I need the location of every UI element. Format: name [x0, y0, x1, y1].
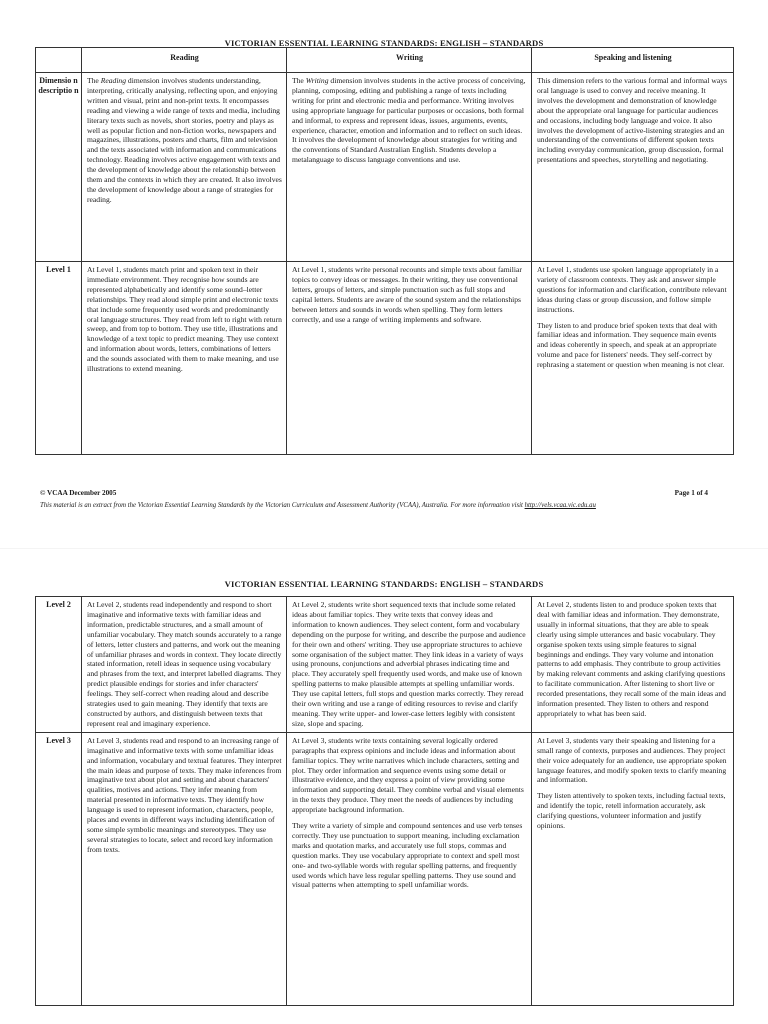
- footer-link[interactable]: http://vels.vcaa.vic.edu.au: [524, 502, 596, 509]
- footer-note: [40, 502, 730, 509]
- level3-writing-p1: At Level 3, students write texts containing several logically ordered paragraphs that express opinions and include ideas and information about familiar topics. They write narratives which include characters, setting and plot. They order information and sequence events using some detail or illustrative evidence, and they express a point of view providing some information and supporting detail. They combine verbal and visual elements in the texts they produce. They meet the needs of audiences by including appropriate background information.: [292, 735, 524, 815]
- header-speaking: Speaking and listening: [532, 48, 734, 73]
- level1-speaking-cell: [532, 262, 734, 455]
- table-row-dimension: [36, 73, 734, 262]
- dimension-writing-text: dimension involves students in the active process of conceiving, planning, composing, editing and publishing a range of texts including writing for print and electronic media and performance. Writing involves using appropriate language for particular purposes or occasions, both formal and informal, to express and represent ideas, issues, arguments, events, experience, character, emotion and information and to reflect on such ideas. It involves the development of knowledge about strategies for writing and the conventions of Standard Australian English. Students develop a metalanguage to discuss language conventions and use.: [292, 76, 526, 165]
- table-header-row: [36, 48, 734, 73]
- footer-copyright: © VCAA December 2005: [40, 489, 117, 497]
- dimension-reading-cell: [82, 73, 287, 262]
- level3-writing-p2: They write a variety of simple and compound sentences and use verb tenses correctly. They use punctuation to support meaning, including exclamation marks and quotation marks, and accurately use full stops, commas and question marks. They use vocabulary appropriate to context and spell most one- and two-syllable words with regular spelling patterns, and frequently used words which have less regular spelling patterns. They use sound and visual patterns when attempting to spell unfamiliar words.: [292, 821, 523, 890]
- footer-note-text: This material is an extract from the Victorian Essential Learning Standards by the Victorian Curriculum and Assessment Authority (VCAA), Australia. For more information visit: [40, 502, 525, 509]
- standards-table-top: [35, 47, 734, 455]
- dimension-writing-pre: The: [292, 76, 306, 85]
- level3-speaking-cell: [532, 732, 734, 1005]
- dimension-reading-text: dimension involves students understanding, interpreting, critically analysing, reflecting upon, and enjoying written and visual, print and non-print texts. It encompasses reading and viewing a wide range of texts and media, including literary texts such as novels, short stories, poetry and plays as well as popular fiction and non-fiction works, newspapers and magazines, illustrations, posters and charts, film and television and the texts associated with information and communications technology. Reading involves active engagement with texts and the development of knowledge about the relationship between them and the contexts in which they are created. It also involves the development of knowledge about a range of strategies for reading.: [87, 76, 282, 204]
- footer-page-number: Page 1 of 4: [674, 489, 708, 497]
- level2-writing-cell: At Level 2, students write short sequenced texts that include some related ideas about familiar topics. They write texts that convey ideas and information to known audiences. They select content, form and vocabulary depending on the purpose for writing, and describe the purpose and audience for their own and others' writing. They use appropriate structures to achieve some organisation of the subject matter. They link ideas in a variety of ways using pronouns, conjunctions and adverbial phrases indicating time and place. They accurately spell frequently used words, and make use of known spelling patterns to make plausible attempts at spelling unfamiliar words. They use capital letters, full stops and question marks correctly. They reread their own writing and use a range of editing resources to revise and clarify meaning. They write upper- and lower-case letters legibly with consistent size, slope and spacing.: [287, 597, 532, 733]
- level3-reading-cell: At Level 3, students read and respond to an increasing range of imaginative and informative texts with some unfamiliar ideas and information, vocabulary and textual features. They interpret the main ideas and purpose of texts. They make inferences from imaginative text about plot and setting and about characters' qualities, motives and actions. They infer meaning from material presented in informative texts. They identify how language is used to represent information, characters, people, places and events in different ways including identification of some simple symbolic meanings and stereotypes. They use several strategies to locate, select and record key information from texts.: [82, 732, 287, 1005]
- header-blank: [36, 48, 82, 73]
- level1-reading-cell: At Level 1, students match print and spoken text in their immediate environment. They recognise how sounds are represented alphabetically and identify some sound–letter relationships. They read aloud simple print and electronic texts that include some frequently used words and predominantly oral language structures. They read from left to right with return sweep, and from top to bottom. They use title, illustrations and knowledge of a text topic to predict meaning. They use context and information about words, letters, combinations of letters and the sounds associated with them to make meaning, and use illustrations to extend meaning.: [82, 262, 287, 455]
- level3-writing-cell: [287, 732, 532, 1005]
- table-row-level-1: [36, 262, 734, 455]
- header-writing: Writing: [287, 48, 532, 73]
- level1-writing-cell: At Level 1, students write personal recounts and simple texts about familiar topics to convey ideas or messages. In their writing, they use conventional letters, groups of letters, and simple punctuation such as full stops and capital letters. Students are aware of the sound system and the relationships between letters and sounds in words when spelling. They form letters correctly, and use a range of writing implements and software.: [287, 262, 532, 455]
- page-break: [0, 548, 768, 549]
- header-reading: Reading: [82, 48, 287, 73]
- level1-speaking-p2: They listen to and produce brief spoken texts that deal with familiar ideas and information. They sequence main events and ideas coherently in speech, and speak at an appropriate volume and pace for listeners' needs. They self-correct by rephrasing a statement or question when meaning is not clear.: [537, 320, 725, 370]
- dimension-speaking-cell: This dimension refers to the various formal and informal ways oral language is used to convey and receive meaning. It involves the development and demonstration of knowledge about the appropriate oral language for particular audiences and occasions, including body language and voice. It also involves the development of active-listening strategies and an understanding of the conventions of different spoken texts including everyday communication, group discussion, formal presentations and speeches, storytelling and negotiating.: [532, 73, 734, 262]
- dimension-writing-cell: [287, 73, 532, 262]
- level2-reading-cell: At Level 2, students read independently and respond to short imaginative and informative texts with familiar ideas and information, predictable structures, and a small amount of unfamiliar vocabulary. They match sounds accurately to a range of letters, letter clusters and patterns, and work out the meaning of unfamiliar phrases and words in context. They locate directly stated information, retell ideas in sequence using vocabulary and phrases from the text, and interpret labelled diagrams. They predict plausible endings for stories and infer characters' feelings. They self-correct when reading aloud and describe strategies used to gain meaning. They identify that texts are constructed by authors, and distinguish between texts that represent real and imaginary experience.: [82, 597, 287, 733]
- table-row-level-2: [36, 597, 734, 733]
- table-row-level-3: [36, 732, 734, 1005]
- page-title: VICTORIAN ESSENTIAL LEARNING STANDARDS: ENGLISH – STANDARDS: [224, 38, 544, 48]
- row-label-level-1: Level 1: [36, 262, 82, 455]
- dimension-reading-em: Reading: [100, 76, 127, 85]
- level2-speaking-cell: At Level 2, students listen to and produce spoken texts that deal with familiar ideas and information. They demonstrate, usually in informal situations, that they are able to speak clearly using simple utterances and basic vocabulary. They organise spoken texts using simple features to signal beginnings and endings. They vary volume and intonation patterns to add emphasis. They contribute to group activities by making relevant comments and asking clarifying questions to facilitate communication. After listening to short live or recorded presentations, they recall some of the main ideas and information presented. They listen to others and respond appropriately to what has been said.: [532, 597, 734, 733]
- row-label-level-2: Level 2: [36, 597, 82, 733]
- standards-table-bottom: [35, 596, 734, 1006]
- row-label-level-3: Level 3: [36, 732, 82, 1005]
- dimension-reading-pre: The: [87, 76, 101, 85]
- page-title-2: VICTORIAN ESSENTIAL LEARNING STANDARDS: ENGLISH – STANDARDS: [224, 579, 544, 589]
- dimension-writing-em: Writing: [305, 76, 329, 85]
- level3-speaking-p2: They listen attentively to spoken texts, including factual texts, and identify the topic, retell information accurately, ask clarifying questions, volunteer information and justify opinions.: [537, 791, 726, 831]
- row-label-dimension: Dimensio n descriptio n: [36, 73, 82, 262]
- level3-speaking-p1: At Level 3, students vary their speaking and listening for a small range of contexts, purposes and audiences. They project their voice adequately for an audience, use appropriate spoken language features, and modify spoken texts to clarify meaning and information.: [537, 735, 727, 785]
- level1-speaking-p1: At Level 1, students use spoken language appropriately in a variety of classroom contexts. They ask and answer simple questions for information and clarification, contribute relevant ideas during class or group discussion, and follow simple instructions.: [537, 265, 727, 314]
